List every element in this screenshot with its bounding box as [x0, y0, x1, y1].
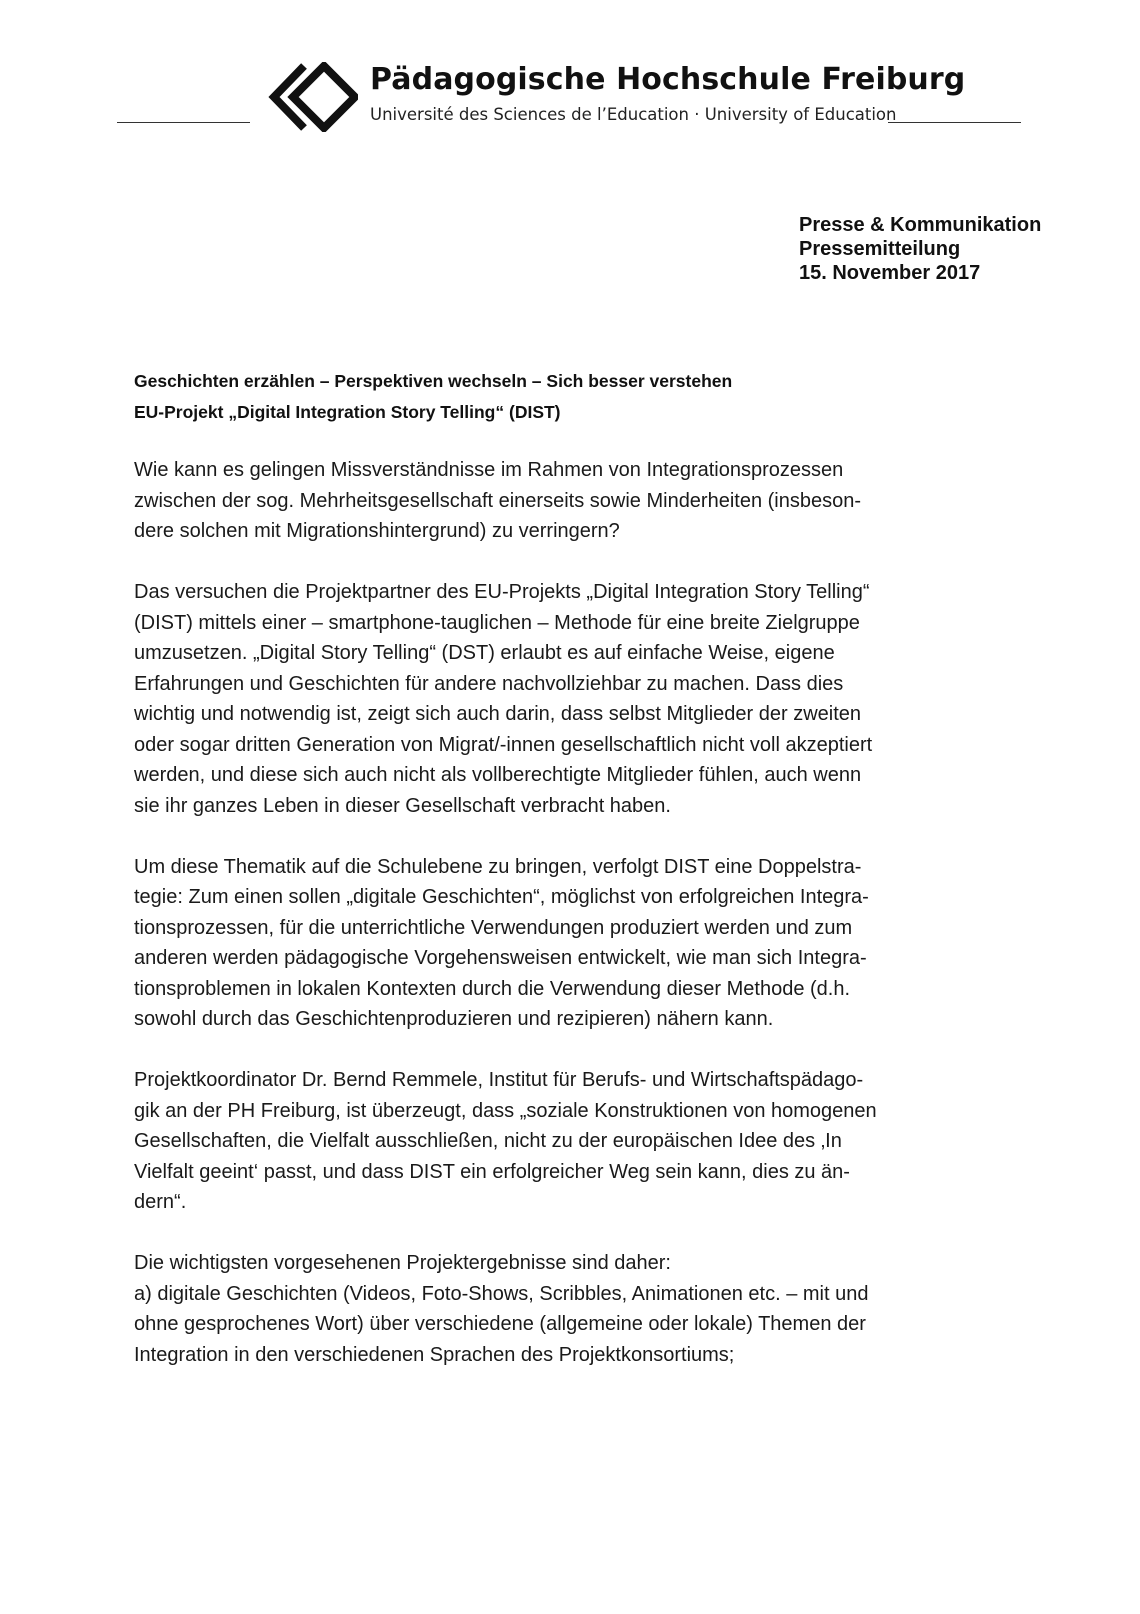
diamond-chevron-logo-icon [268, 62, 358, 132]
paragraph-line: ohne gesprochenes Wort) über verschiedene (allgemeine oder lokale) Themen der [134, 1313, 866, 1335]
headline-title: Geschichten erzählen – Perspektiven wechseln – Sich besser verstehen [134, 371, 733, 391]
paragraph-line: zwischen der sog. Mehrheitsgesellschaft einerseits sowie Minderheiten (insbeson- [134, 489, 862, 512]
paragraph-line: (DIST) mittels einer – smartphone-tauglichen – Methode für eine breite Zielgruppe [134, 611, 860, 634]
paragraph-line: oder sogar dritten Generation von Migrat/-innen gesellschaftlich nicht voll akzeptiert [134, 733, 873, 756]
paragraph-line: sowohl durch das Geschichtenproduzieren und rezipieren) nähern kann. [134, 1008, 774, 1030]
header-rule-left [117, 122, 250, 123]
paragraph-line: Wie kann es gelingen Missverständnisse im Rahmen von Integrationsprozessen [134, 459, 844, 481]
paragraph-line: dere solchen mit Migrationshintergrund) zu verringern? [134, 520, 620, 542]
paragraph-line: gik an der PH Freiburg, ist überzeugt, dass „soziale Konstruktionen von homogenen [134, 1099, 877, 1122]
paragraph-line: Die wichtigsten vorgesehenen Projektergebnisse sind daher: [134, 1252, 671, 1274]
paragraph-3 [134, 852, 924, 1035]
paragraph-line: a) digitale Geschichten (Videos, Foto-Shows, Scribbles, Animationen etc. – mit und [134, 1282, 869, 1305]
paragraph-line: Das versuchen die Projektpartner des EU-Projekts „Digital Integration Story Telling“ [134, 581, 870, 603]
paragraph-line: Um diese Thematik auf die Schulebene zu bringen, verfolgt DIST eine Doppelstra- [134, 855, 862, 878]
paragraph-line: Erfahrungen und Geschichten für andere nachvollziehbar zu machen. Dass dies [134, 672, 844, 695]
institution-subtitle: Université des Sciences de l’Education · University of Education [370, 105, 897, 124]
paragraph-line: anderen werden pädagogische Vorgehensweisen entwickelt, wie man sich Integra- [134, 947, 867, 969]
paragraph-4 [134, 1065, 924, 1218]
paragraph-line: wichtig und notwendig ist, zeigt sich auch darin, dass selbst Mitglieder der zweiten [134, 703, 862, 725]
paragraph-line: tionsprozessen, für die unterrichtliche Verwendungen produziert werden und zum [134, 916, 853, 939]
paragraph-line: Integration in den verschiedenen Sprachen des Projektkonsortiums; [134, 1343, 735, 1366]
headline-subtitle: EU-Projekt „Digital Integration Story Telling“ (DIST) [134, 402, 561, 422]
paragraph-2 [134, 577, 924, 821]
paragraph-line: umzusetzen. „Digital Story Telling“ (DST) erlaubt es auf einfache Weise, eigene [134, 642, 835, 664]
header-rule-right [888, 122, 1021, 123]
paragraph-1 [134, 455, 924, 547]
paragraph-line: tegie: Zum einen sollen „digitale Geschichten“, möglichst von erfolgreichen Integra- [134, 886, 869, 908]
paragraph-line: sie ihr ganzes Leben in dieser Gesellschaft verbracht haben. [134, 794, 671, 817]
press-date: 15. November 2017 [799, 262, 981, 284]
body-text [134, 455, 924, 1401]
paragraph-line: Vielfalt geeint‘ passt, und dass DIST ein erfolgreicher Weg sein kann, dies zu än- [134, 1160, 850, 1183]
headline [134, 366, 732, 428]
press-department: Presse & Kommunikation [799, 214, 1042, 236]
paragraph-line: dern“. [134, 1191, 187, 1213]
paragraph-line: werden, und diese sich auch nicht als vollberechtigte Mitglieder fühlen, auch wenn [134, 764, 862, 786]
paragraph-line: tionsproblemen in lokalen Kontexten durch die Verwendung dieser Methode (d.h. [134, 977, 851, 1000]
institution-name: Pädagogische Hochschule Freiburg [370, 62, 966, 97]
paragraph-5 [134, 1248, 924, 1370]
press-doc-type: Pressemitteilung [799, 238, 961, 260]
paragraph-line: Gesellschaften, die Vielfalt ausschließen, nicht zu der europäischen Idee des ‚In [134, 1130, 842, 1152]
paragraph-line: Projektkoordinator Dr. Bernd Remmele, Institut für Berufs- und Wirtschaftspädago- [134, 1069, 864, 1091]
press-info [799, 213, 1041, 285]
